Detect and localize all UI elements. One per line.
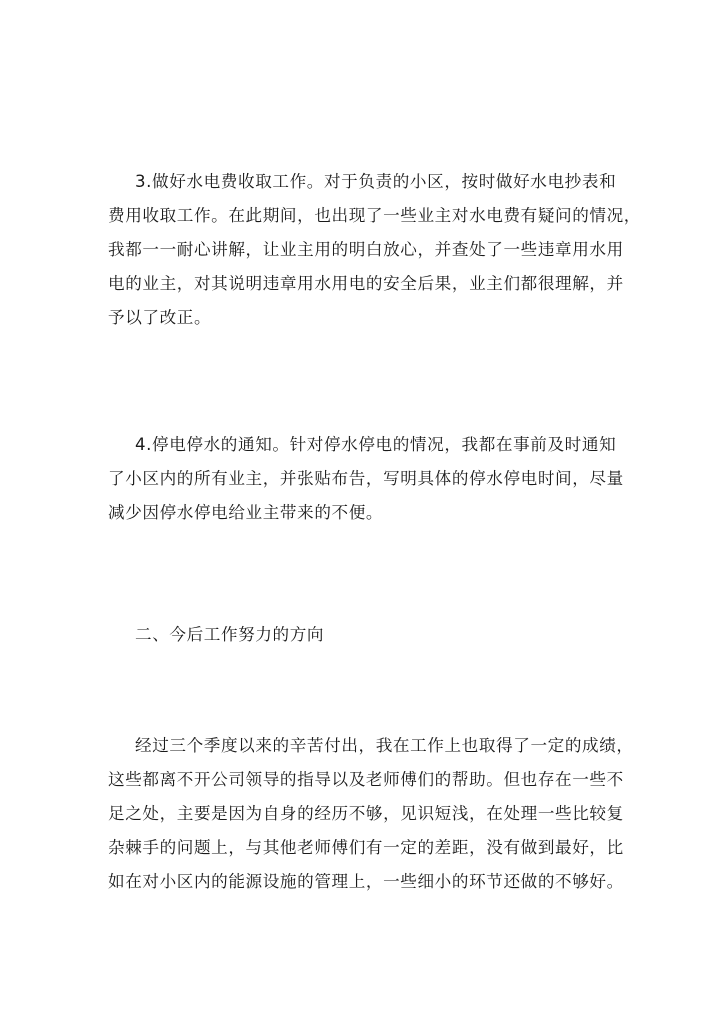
- paragraph-future-direction: [108, 729, 634, 899]
- paragraph-line: 费用收取工作。在此期间，也出现了一些业主对水电费有疑问的情况，: [108, 206, 642, 225]
- paragraph-line: 3.做好水电费收取工作。对于负责的小区，按时做好水电抄表和: [135, 172, 617, 191]
- paragraph-line: 予以了改正。: [108, 308, 212, 327]
- section-heading: 二、今后工作努力的方向: [135, 625, 325, 644]
- paragraph-line: 减少因停水停电给业主带来的不便。: [108, 503, 384, 522]
- paragraph-line: 如在对小区内的能源设施的管理上，一些细小的环节还做的不够好。: [108, 872, 624, 891]
- section-heading-block: [108, 618, 628, 652]
- paragraph-outage-notice: [108, 428, 628, 530]
- paragraph-line: 电的业主，对其说明违章用水用电的安全后果，业主们都很理解，并: [108, 274, 624, 293]
- paragraph-line: 经过三个季度以来的辛苦付出，我在工作上也取得了一定的成绩，: [135, 736, 634, 755]
- paragraph-line: 足之处，主要是因为自身的经历不够，见识短浅，在处理一些比较复: [108, 804, 624, 823]
- paragraph-line: 杂棘手的问题上，与其他老师傅们有一定的差距，没有做到最好，比: [108, 838, 624, 857]
- paragraph-line: 4.停电停水的通知。针对停水停电的情况，我都在事前及时通知: [135, 435, 617, 454]
- paragraph-utility-fee-collection: [108, 165, 642, 335]
- paragraph-line: 了小区内的所有业主，并张贴布告，写明具体的停水停电时间，尽量: [108, 469, 624, 488]
- paragraph-line: 我都一一耐心讲解，让业主用的明白放心，并查处了一些违章用水用: [108, 240, 624, 259]
- paragraph-line: 这些都离不开公司领导的指导以及老师傅们的帮助。但也存在一些不: [108, 770, 624, 789]
